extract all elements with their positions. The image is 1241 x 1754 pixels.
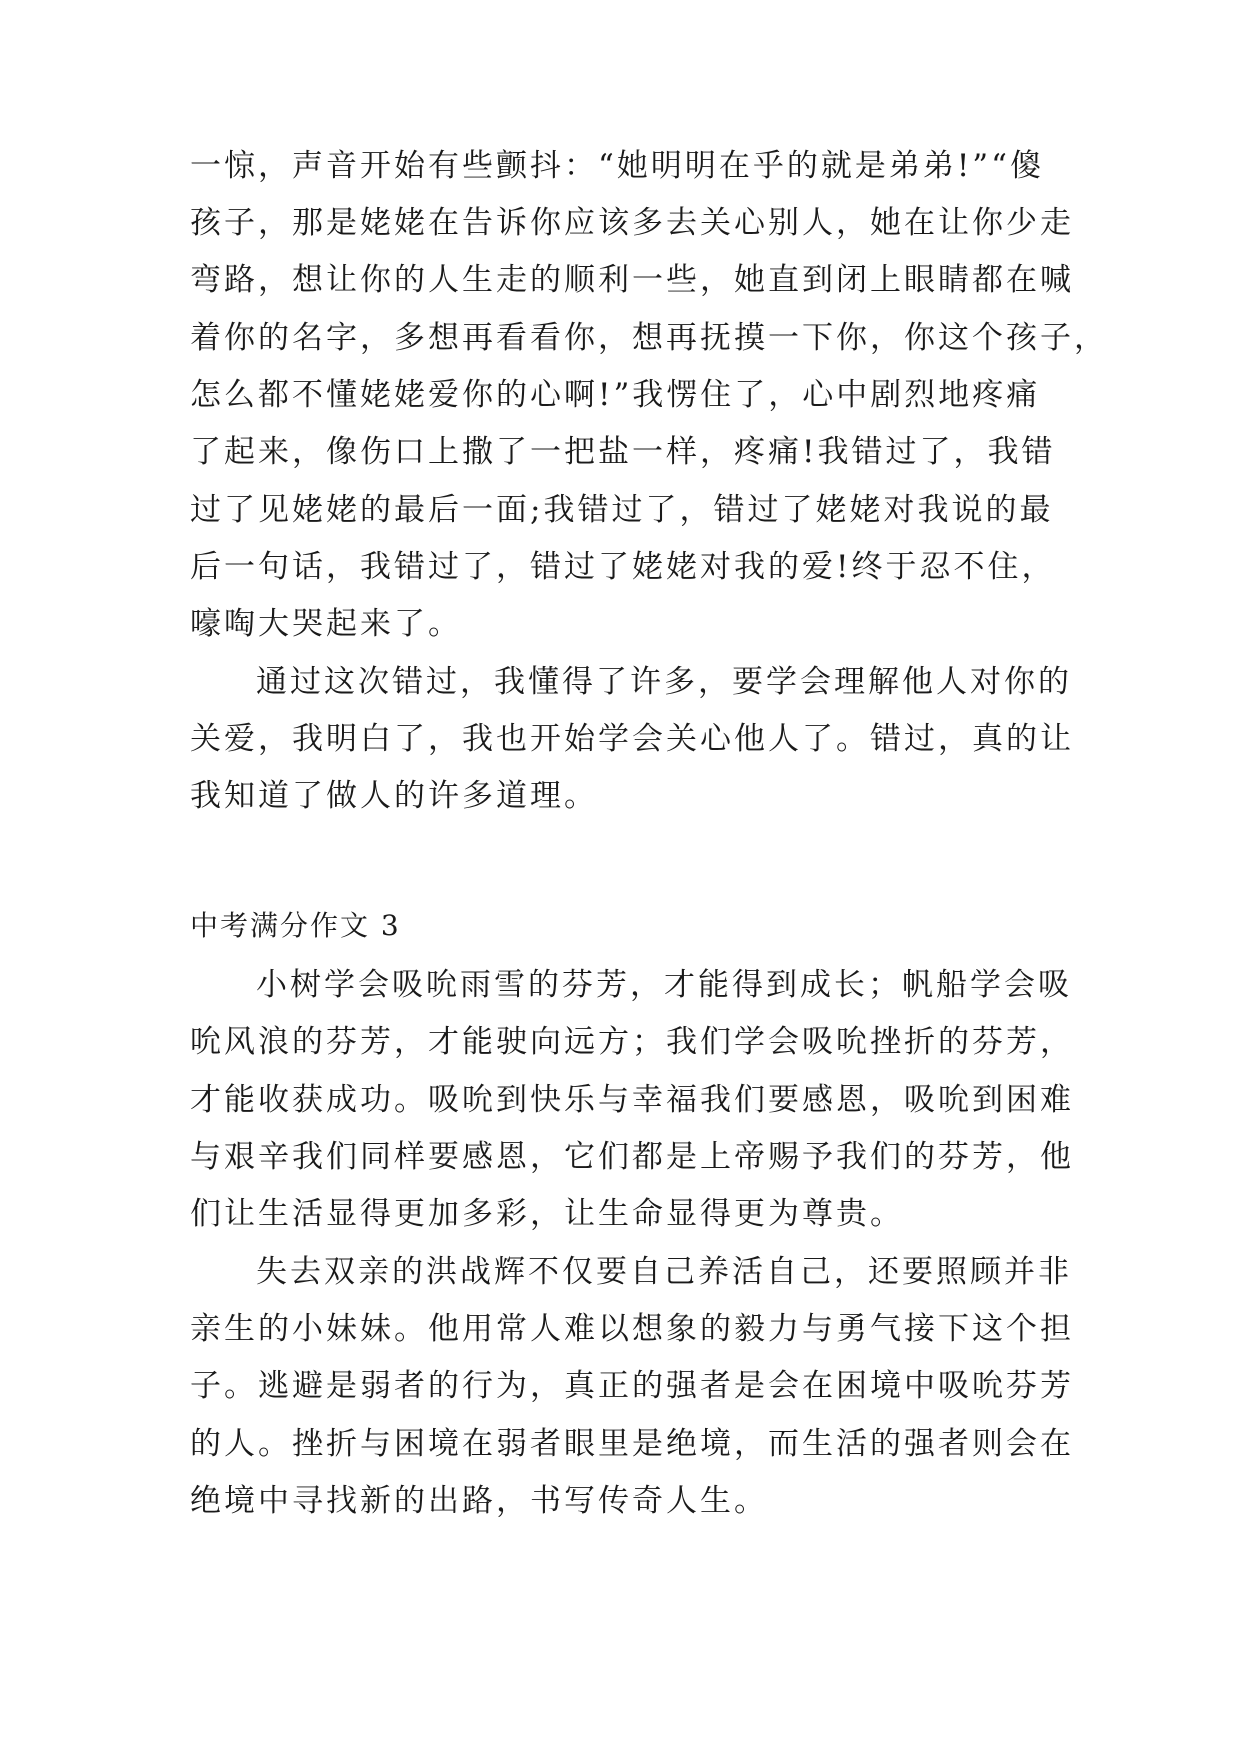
text-line: 我知道了做人的许多道理。 <box>190 778 598 814</box>
text-line: 一惊，声音开始有些颤抖：“她明明在乎的就是弟弟!”“傻 <box>190 148 1044 184</box>
text-line: 的人。挫折与困境在弱者眼里是绝境，而生活的强者则会在 <box>190 1426 1074 1462</box>
text-line: 失去双亲的洪战辉不仅要自己养活自己，还要照顾并非 <box>256 1254 1072 1290</box>
text-line: 嚎啕大哭起来了。 <box>190 606 462 642</box>
text-line: 过了见姥姥的最后一面;我错过了，错过了姥姥对我说的最 <box>190 492 1054 528</box>
text-line: 子。逃避是弱者的行为，真正的强者是会在困境中吸吮芬芳 <box>190 1368 1074 1404</box>
text-line: 亲生的小妹妹。他用常人难以想象的毅力与勇气接下这个担 <box>190 1311 1074 1347</box>
text-line: 弯路，想让你的人生走的顺利一些，她直到闭上眼睛都在喊 <box>190 262 1074 298</box>
text-line: 了起来，像伤口上撒了一把盐一样，疼痛!我错过了，我错 <box>190 434 1056 470</box>
text-line: 怎么都不懂姥姥爱你的心啊!”我愣住了，心中剧烈地疼痛 <box>190 377 1041 413</box>
text-line: 着你的名字，多想再看看你，想再抚摸一下你，你这个孩子， <box>190 320 1108 356</box>
text-line: 绝境中寻找新的出路，书写传奇人生。 <box>190 1483 768 1519</box>
text-line: 通过这次错过，我懂得了许多，要学会理解他人对你的 <box>256 664 1072 700</box>
text-line: 后一句话，我错过了，错过了姥姥对我的爱!终于忍不住， <box>190 549 1056 585</box>
section-heading: 中考满分作文 3 <box>190 909 401 942</box>
text-line: 关爱，我明白了，我也开始学会关心他人了。错过，真的让 <box>190 721 1074 757</box>
text-line: 们让生活显得更加多彩，让生命显得更为尊贵。 <box>190 1196 904 1232</box>
text-line: 与艰辛我们同样要感恩，它们都是上帝赐予我们的芬芳，他 <box>190 1139 1074 1175</box>
text-line: 才能收获成功。吸吮到快乐与幸福我们要感恩，吸吮到困难 <box>190 1082 1074 1118</box>
text-line: 孩子，那是姥姥在告诉你应该多去关心别人，她在让你少走 <box>190 205 1074 241</box>
text-line: 小树学会吸吮雨雪的芬芳，才能得到成长；帆船学会吸 <box>256 967 1072 1003</box>
text-line: 吮风浪的芬芳，才能驶向远方；我们学会吸吮挫折的芬芳， <box>190 1024 1074 1060</box>
